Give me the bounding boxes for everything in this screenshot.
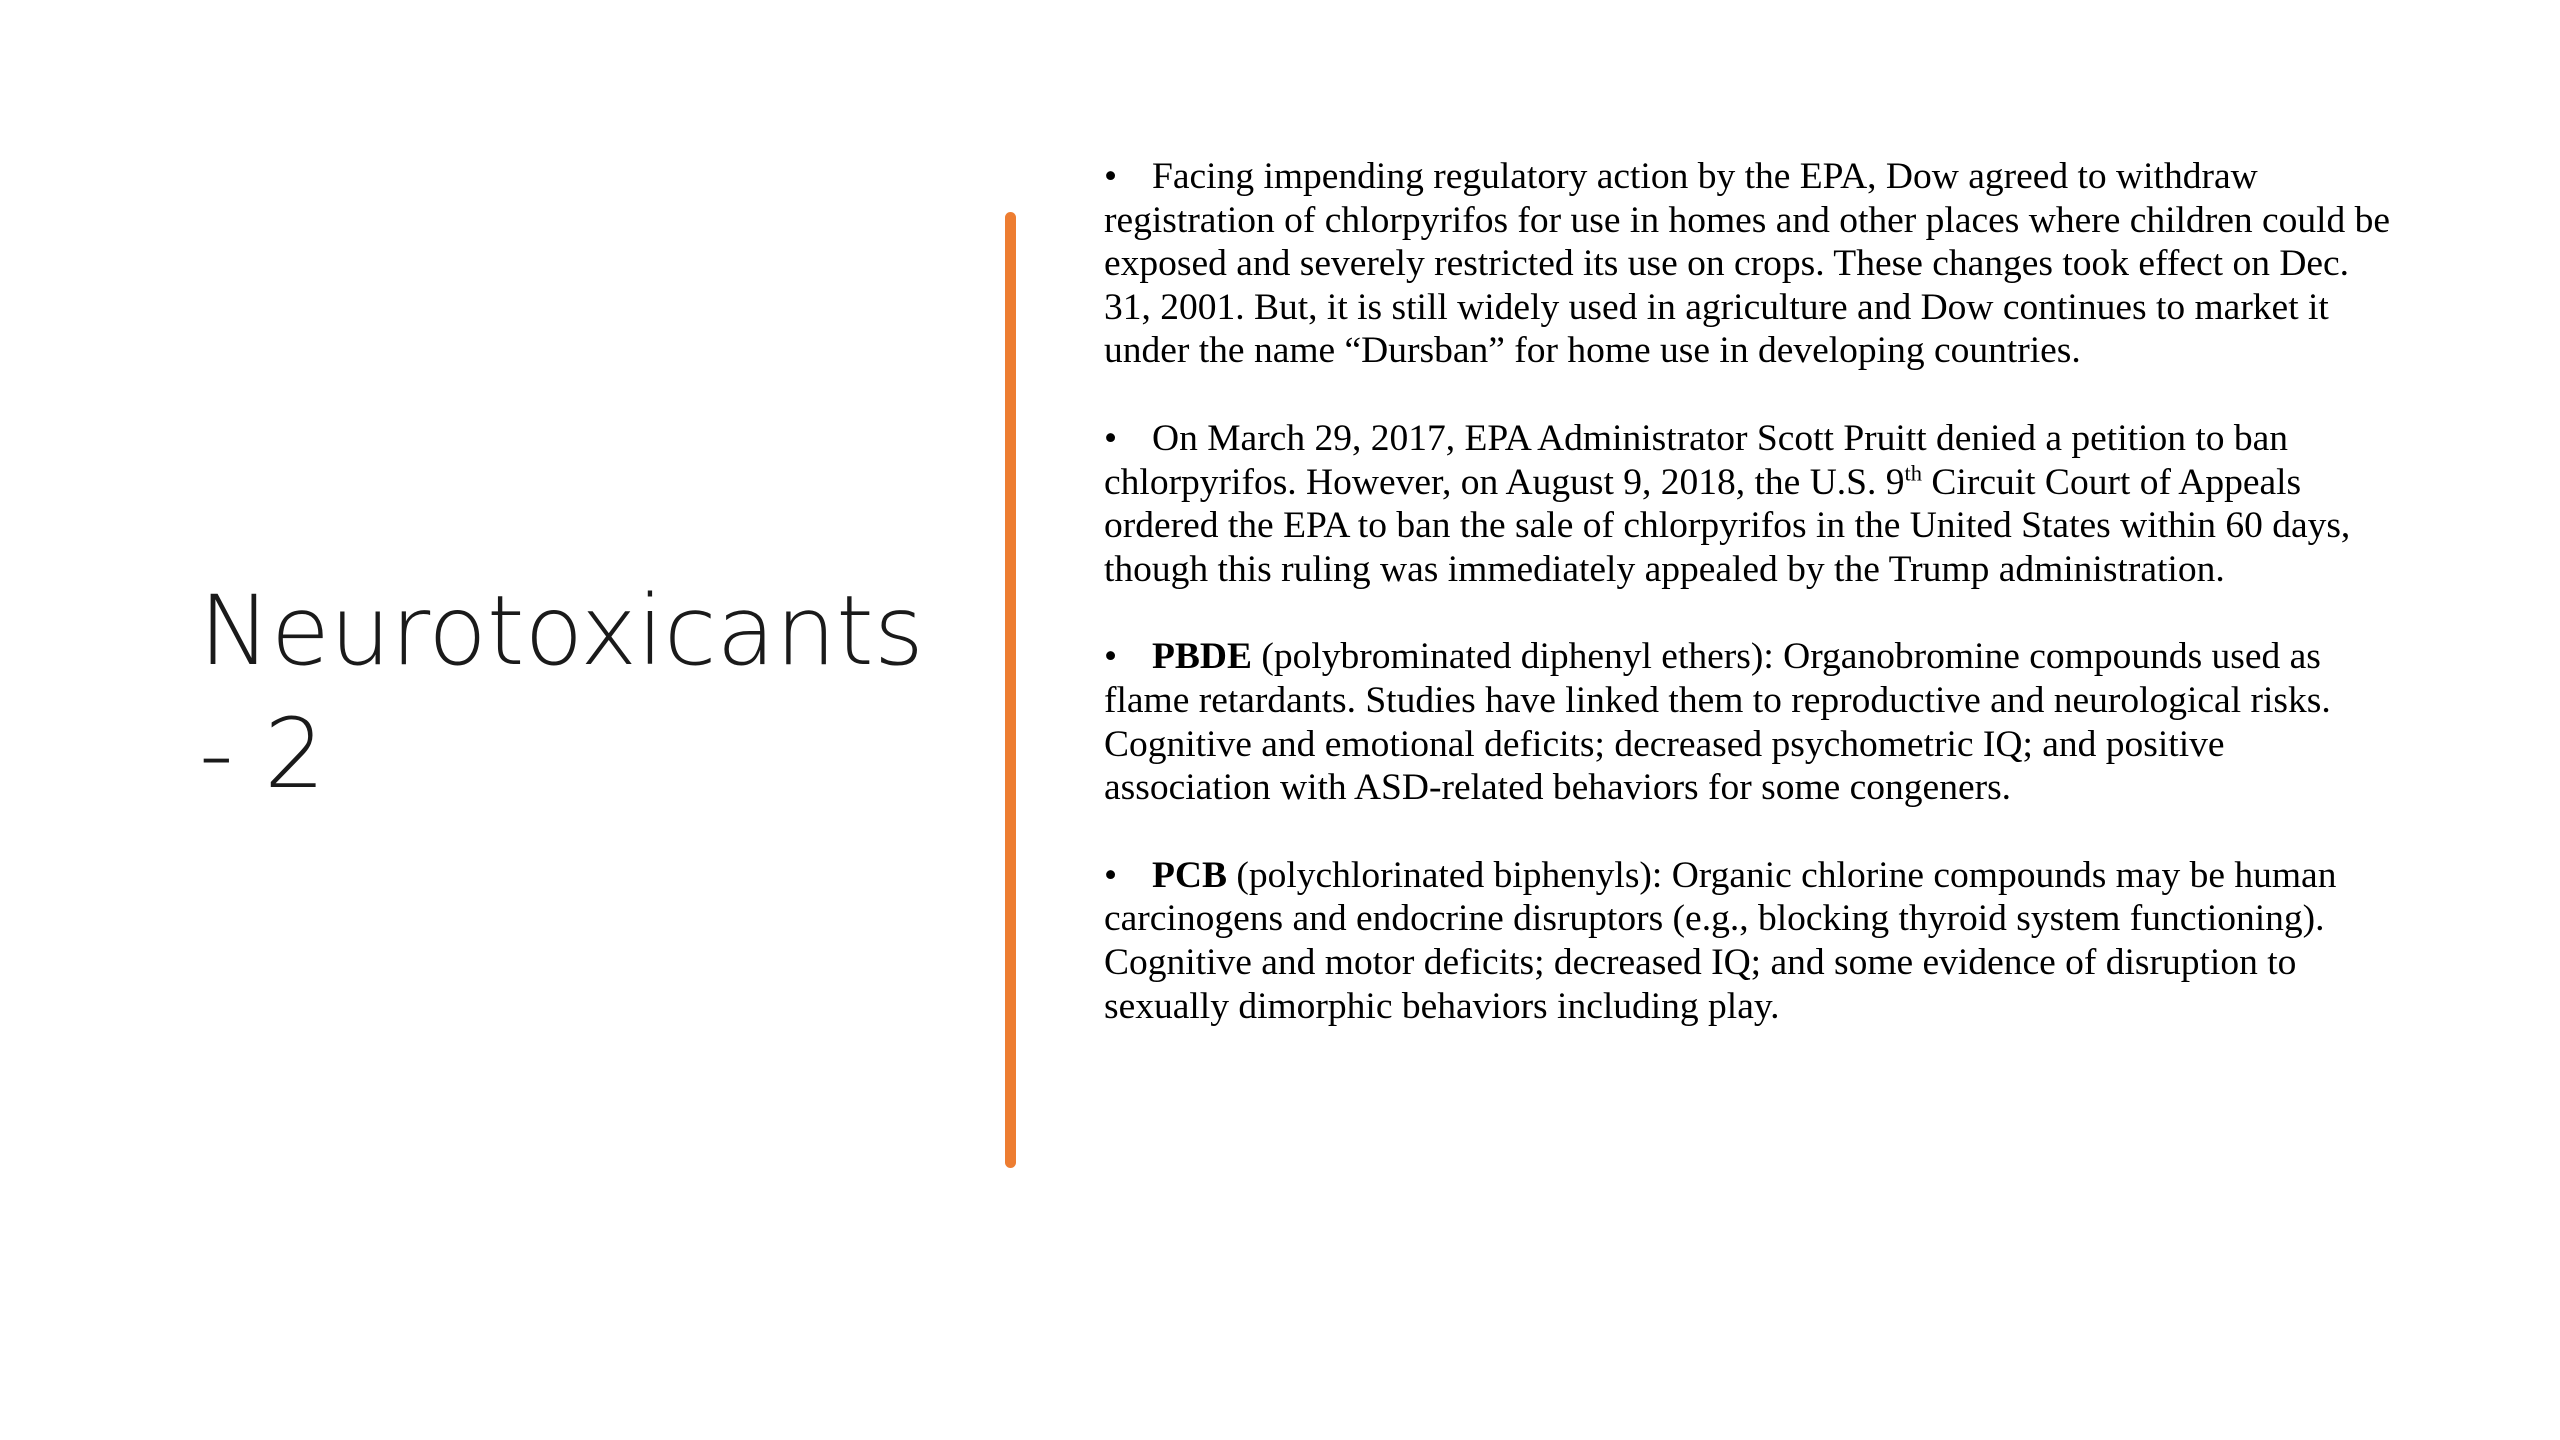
accent-divider bbox=[1005, 212, 1016, 1168]
bullet-text: Facing impending regulatory action by the EPA, Dow agreed to withdraw registration of chlorpyrifos for use in homes and other places where children could be exposed and severely restricted its use on crops. These changes took effect on Dec. 31, 2001. But, it is still widely used in agriculture and Dow continues to market it under the name “Dursban” for home use in developing countries. bbox=[1104, 156, 2391, 372]
bullet-list bbox=[1104, 155, 2394, 1072]
bullet-item-epa-petition bbox=[1104, 417, 2394, 591]
slide-title-line-2: - 2 bbox=[199, 698, 326, 810]
bullet-text-part-2: Circuit Court of Appeals ordered the EPA to ban the sale of chlorpyrifos in the United States within 60 days, though this ruling was immediately appealed by the Trump administration. bbox=[1104, 461, 2351, 590]
bullet-marker: • bbox=[1104, 854, 1118, 896]
bullet-term: PCB bbox=[1152, 854, 1227, 896]
bullet-text-part-1: On March 29, 2017, EPA Administrator Scott Pruitt denied a petition to ban chlorpyrifos. However, on August 9, 2018, the U.S. 9 bbox=[1104, 417, 2289, 503]
bullet-item-pcb bbox=[1104, 854, 2394, 1028]
bullet-item-pbde bbox=[1104, 635, 2394, 809]
bullet-marker: • bbox=[1104, 417, 1118, 459]
bullet-marker: • bbox=[1104, 636, 1118, 678]
bullet-text: (polybrominated diphenyl ethers): Organobromine compounds used as flame retardants. Studies have linked them to reproductive and neurological risks. Cognitive and emotional deficits; decreased psychometric IQ; and positive association with ASD-related behaviors for some congeners. bbox=[1104, 636, 2331, 809]
bullet-text: (polychlorinated biphenyls): Organic chlorine compounds may be human carcinogens and endocrine disruptors (e.g., blocking thyroid system functioning). Cognitive and motor deficits; decreased IQ; and some evidence of disruption to sexually dimorphic behaviors including play. bbox=[1104, 854, 2337, 1027]
slide-title bbox=[199, 570, 959, 816]
bullet-item-chlorpyrifos-withdrawal bbox=[1104, 155, 2394, 373]
bullet-term: PBDE bbox=[1152, 636, 1253, 678]
bullet-marker: • bbox=[1104, 156, 1118, 197]
slide-title-line-1: Neurotoxicants bbox=[199, 575, 924, 687]
bullet-superscript: th bbox=[1904, 460, 1923, 486]
